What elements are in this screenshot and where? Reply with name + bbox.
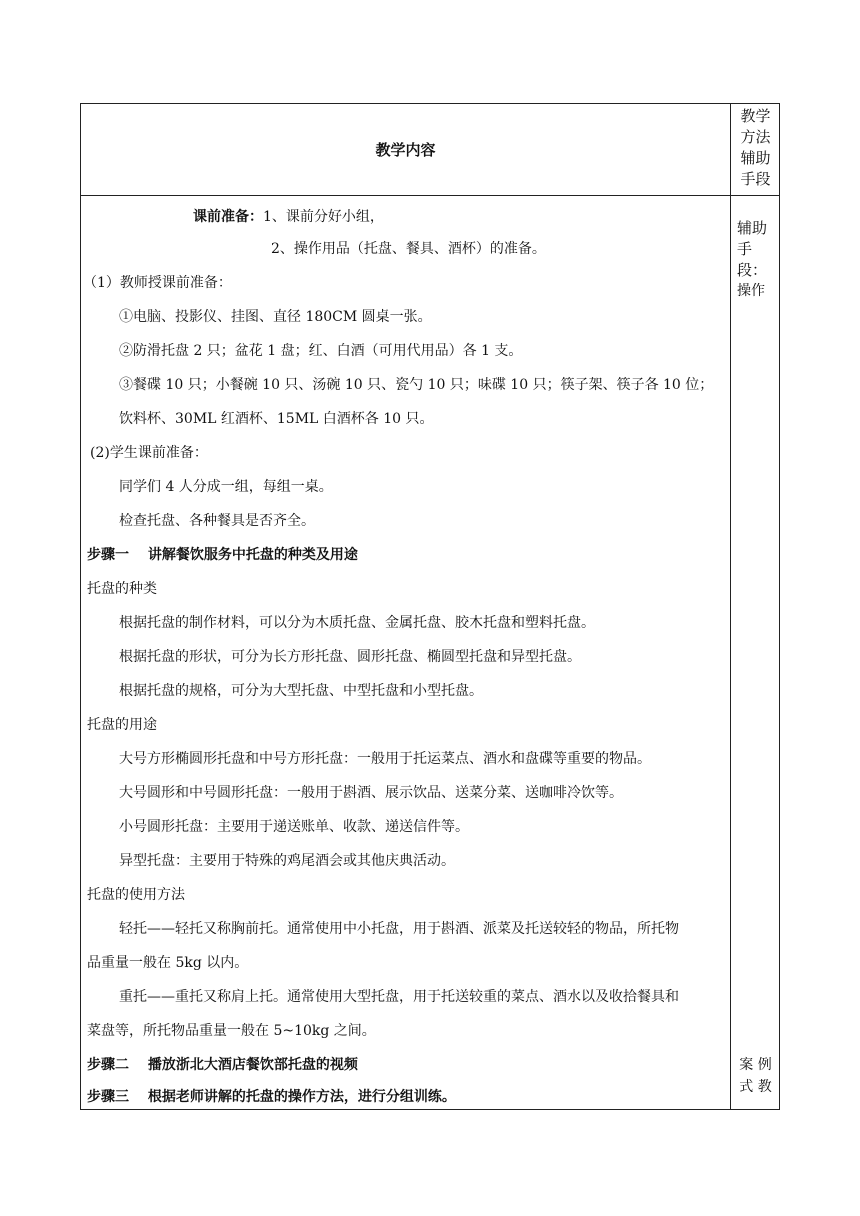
teacher-line1: ①电脑、投影仪、挂图、直径 180CM 圆桌一张。 [119,309,432,325]
light-tray-line2: 品重量一般在 5kg 以内。 [87,955,249,971]
method-header: 教学方法辅助手段 [740,107,771,188]
aids-value: 操作 [737,283,765,299]
prep-item2: 2、操作用品（托盘、餐具、酒杯）的准备。 [271,241,546,257]
method-title: 托盘的使用方法 [87,887,185,903]
types-title: 托盘的种类 [87,581,157,597]
use-item: 异型托盘：主要用于特殊的鸡尾酒会或其他庆典活动。 [119,853,455,869]
use-item: 小号圆形托盘：主要用于递送账单、收款、递送信件等。 [119,819,469,835]
type-item: 根据托盘的形状，可分为长方形托盘、圆形托盘、椭圆型托盘和异型托盘。 [119,649,581,665]
content-header: 教学内容 [375,141,436,159]
student-line1: 同学们 4 人分成一组，每组一桌。 [119,479,333,495]
aids-cell [731,218,780,302]
use-item: 大号圆形和中号圆形托盘：一般用于斟酒、展示饮品、送菜分菜、送咖啡冷饮等。 [119,785,623,801]
aids-title: 辅助手段： [737,219,768,279]
step3-title: 步骤三 根据老师讲解的托盘的操作方法，进行分组训练。 [87,1089,456,1105]
uses-title: 托盘的用途 [87,717,157,733]
heavy-tray-line1: 重托——重托又称肩上托。通常使用大型托盘，用于托送较重的菜点、酒水以及收拾餐具和 [119,989,679,1005]
type-item: 根据托盘的制作材料，可以分为木质托盘、金属托盘、胶木托盘和塑料托盘。 [119,615,595,631]
step2-title: 步骤二 播放浙北大酒店餐饮部托盘的视频 [87,1057,358,1073]
heavy-tray-line2: 菜盘等，所托物品重量一般在 5~10kg 之间。 [87,1023,376,1039]
header-divider [81,195,779,196]
prep-item1: 1、课前分好小组， [263,209,384,225]
use-item: 大号方形椭圆形托盘和中号方形托盘：一般用于托运菜点、酒水和盘碟等重要的物品。 [119,751,651,767]
case-method-text: 案 例 式 教 [739,1057,772,1095]
type-item: 根据托盘的规格，可分为大型托盘、中型托盘和小型托盘。 [119,683,483,699]
teacher-line4: 饮料杯、30ML 红酒杯、15ML 白酒杯各 10 只。 [119,411,434,427]
student-line2: 检查托盘、各种餐具是否齐全。 [119,513,315,529]
prep-line1 [193,206,384,228]
teacher-title: （1）教师授课前准备： [83,275,232,291]
prep-label: 课前准备： [193,209,263,225]
step1-title: 步骤一 讲解餐饮服务中托盘的种类及用途 [87,547,358,563]
teacher-line2: ②防滑托盘 2 只；盆花 1 盘；红、白酒（可用代用品）各 1 支。 [119,343,523,359]
teacher-line3: ③餐碟 10 只；小餐碗 10 只、汤碗 10 只、瓷勺 10 只；味碟 10 只；筷子架、筷子各 10 位； [119,377,714,393]
student-title: (2)学生课前准备： [90,445,208,461]
lesson-table [80,103,780,1110]
light-tray-line1: 轻托——轻托又称胸前托。通常使用中小托盘，用于斟酒、派菜及托送较轻的物品，所托物 [119,921,679,937]
